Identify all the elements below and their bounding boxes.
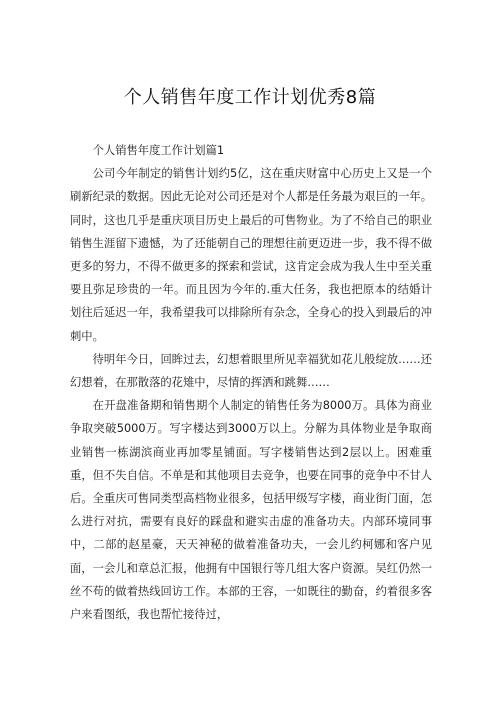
document-body (70, 139, 432, 626)
paragraph: 在开盘准备期和销售期个人制定的销售任务为8000万。具体为商业争取突破5000万。写字楼达到3000万以上。分解为具体物业是争取商业销售一栋湖滨商业再加零星铺面。写字楼销售达到2层以上。困难重重，但不失自信。不单是和其他项目去竞争，也要在同事的竞争中不甘人后。全重庆可售同类型高档物业很多，包括甲级写字楼，商业街门面，怎么进行对抗，需要有良好的踩盘和避实击虚的准备功夫。内部环境同事中，二部的赵星豪，天天神秘的做着准备功夫，一会儿约柯娜和客户见面，一会儿和章总汇报，他拥有中国银行等几组大客户资源。吴红仍然一丝不苟的做着热线回访工作。本部的王容，一如既往的勤奋，约着很多客户来看图纸，我也帮忙接待过， (70, 399, 432, 622)
paragraph: 待明年今日，回眸过去，幻想着眼里所见幸福犹如花儿般绽放……还幻想着，在那散落的花雉中，尽情的挥洒和跳舞…… (70, 352, 432, 390)
paragraph: 公司今年制定的销售计划约5亿，这在重庆财富中心历史上又是一个刷新纪录的数据。因此无论对公司还是对个人都是任务最为艰巨的一年。同时，这也几乎是重庆项目历史上最后的可售物业。为了不给自己的职业销售生涯留下遗憾，为了还能朝自己的理想往前更迈进一步，我不得不做更多的努力，不得不做更多的探索和尝试，这肯定会成为我人生中至关重要且弥足珍贵的一年。而且因为今年的.重大任务，我也把原本的结婚计划往后延迟一年，我希望我可以排除所有杂念，全身心的投入到最后的冲刺中。 (70, 167, 432, 343)
document-title: 个人销售年度工作计划优秀8篇 (123, 87, 377, 108)
section-heading: 个人销售年度工作计划篇1 (92, 144, 225, 157)
